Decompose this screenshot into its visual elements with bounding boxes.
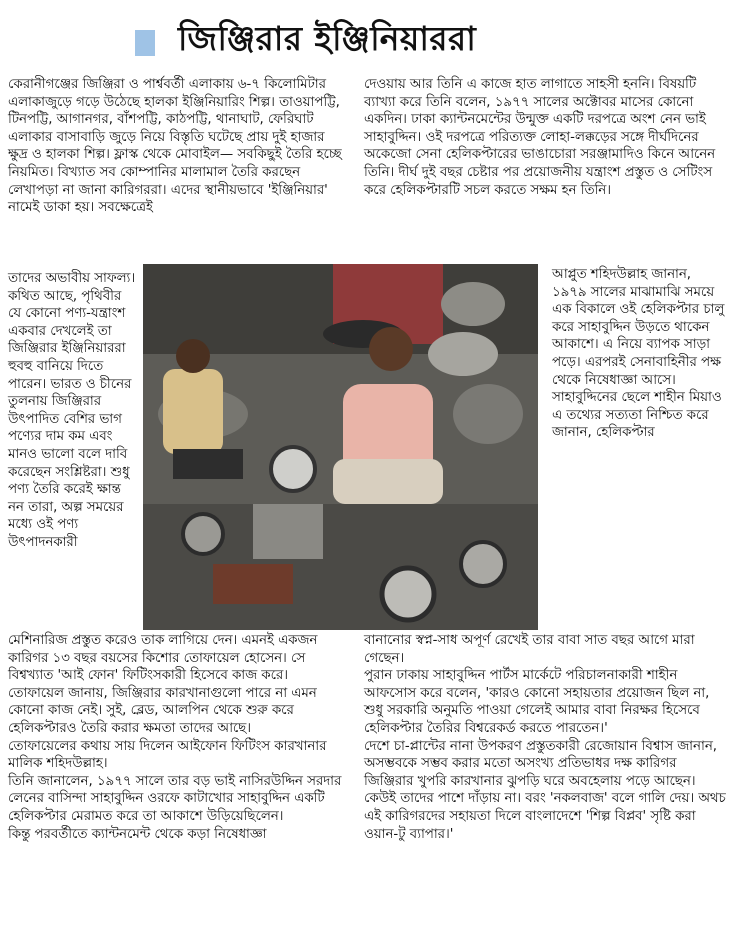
right-bottom-column [364, 632, 727, 843]
paragraph-right-bottom-2: পুরান ঢাকায় সাহাবুদ্দিন পার্টস মার্কেটে পরিচালনাকারী শাহীন আফসোস করে বলেন, 'কারও কোনো সহায়তার প্রয়োজন ছিল না, শুধু সরকারি অনুমতি পাওয়া গেলেই আমার বাবা নিরক্ষর হিসেবে হেলিকপ্টার তৈরির বিশ্বরেকর্ড করতে পারতেন।' [364, 668, 710, 736]
workshop-photo [143, 264, 538, 630]
paragraph-left-bottom-4: কিন্তু পরবর্তীতে ক্যান্টনমেন্ট থেকে কড়া নিষেধাজ্ঞা [8, 826, 267, 842]
paragraph-left-bottom-2: তোফায়েলের কথায় সায় দিলেন আইফোন ফিটিংস কারখানার মালিক শহিদউল্লাহ। [8, 738, 327, 772]
paragraph-left-bottom-3: তিনি জানালেন, ১৯৭৭ সালে তার বড় ভাই নাসিরউদ্দিন সরদার লেনের বাসিন্দা সাহাবুদ্দিন ওরফে কাটাখোর সাহাবুদ্দিন একটি হেলিকপ্টার মেরামত করে তা আকাশে উড়িয়েছিলেন। [8, 773, 342, 824]
paragraph-right-bottom: বানানোর স্বপ্ন-সাধ অপূর্ণ রেখেই তার বাবা সাত বছর আগে মারা গেছেন। [364, 633, 695, 666]
paragraph-right-top: দেওয়ায় আর তিনি এ কাজে হাত লাগাতে সাহসী হননি। বিষয়টি ব্যাখ্যা করে তিনি বলেন, ১৯৭৭ সালের অক্টোবর মাসের কোনো একদিন। ঢাকা ক্যান্টনমেন্টের উন্মুক্ত একটি দরপত্রে অংশ নেন ভাই সাহাবুদ্দিন। ওই দরপত্রে পরিত্যক্ত লোহা-লক্কড়ের সঙ্গে দীর্ঘদিনের অকেজো সেনা হেলিকপ্টারের ভাঙাচোরা সরঞ্জামাদিও কিনে আনেন তিনি। দীর্ঘ দুই বছর চেষ্টার পর প্রয়োজনীয় যন্ত্রাংশ প্রস্তুত ও সেটিংস করে হেলিকপ্টারটি সচল করতে সক্ষম হন তিনি। [364, 77, 716, 198]
headline: জিঞ্জিরার ইঞ্জিনিয়াররা [178, 19, 477, 58]
paragraph-left-bottom: মেশিনারিজ প্রস্তুত করেও তাক লাগিয়ে দেন। এমনই একজন কারিগর ১৩ বছর বয়সের কিশোর তোফায়েল হোসেন। সে বিশ্বখ্যাত 'আই ফোন' ফিটিংসকারী হিসেবে কাজ করে। তোফায়েল জানায়, জিঞ্জিরার কারখানাগুলো পারে না এমন কোনো কাজ নেই। সুই, ব্লেড, আলপিন থেকে শুরু করে হেলিকপ্টারও তৈরি করার ক্ষমতা তাদের আছে। [8, 633, 318, 736]
paragraph-left-narrow: তাদের অভাবীয় সাফল্য। কথিত আছে, পৃথিবীর যে কোনো পণ্য-যন্ত্রাংশ একবার দেখলেই তা জিঞ্জিরার ইঞ্জিনিয়াররা হুবহু বানিয়ে দিতে পারেন। ভারত ও চীনের তুলনায় জিঞ্জিরার উৎপাদিত বেশির ভাগ পণ্যের দাম কম এবং মানও ভালো বলে দাবি করেছেন সংশ্লিষ্টরা। শুধু পণ্য তৈরি করেই ক্ষান্ত নন তারা, অল্প সময়ের মধ্যে ওই পণ্য উৎপাদনকারী [8, 271, 136, 550]
left-bottom-column [8, 632, 348, 843]
headline-area [0, 0, 735, 70]
paragraph-right-bottom-3: দেশে চা-প্লান্টের নানা উপকরণ প্রস্তুতকারী রেজোয়ান বিশ্বাস জানান, অসম্ভবকে সম্ভব করার মতো অসংখ্য প্রতিভাধর দক্ষ কারিগর জিঞ্জিরার খুপরি কারখানার ঝুপড়ি ঘরে অবহেলায় পড়ে আছেন। কেউই তাদের পাশে দাঁড়ায় না। বরং 'নকলবাজ' বলে গালি দেয়। অথচ এই কারিগরদের সহায়তা দিলে বাংলাদেশে 'শিল্প বিপ্লব' সৃষ্টি করা ওয়ান-টু ব্যাপার।' [364, 738, 726, 842]
paragraph-left-top: কেরানীগঞ্জের জিঞ্জিরা ও পার্শ্ববর্তী এলাকায় ৬-৭ কিলোমিটার এলাকাজুড়ে গড়ে উঠেছে হালকা ইঞ্জিনিয়ারিং শিল্প। তাওয়াপট্টি, টিনপট্টি, আগানগর, বাঁশপট্টি, কাঠপট্টি, থানাঘাট, ফেরিঘাট এলাকার বাসাবাড়ি জুড়ে নিয়ে বিস্তৃতি ঘটেছে প্রায় দুই হাজার ক্ষুদ্র ও হালকা শিল্প। ফ্লাস্ক থেকে মোবাইল— সবকিছুই তৈরি হচ্ছে নিয়মিত। বিখ্যাত সব কোম্পানির মালামাল তৈরি করছেন লেখাপড়া না জানা কারিগররা। এদের স্থানীয়ভাবে 'ইঞ্জিনিয়ার' নামেই ডাকা হয়। সবক্ষেত্রেই [8, 77, 342, 216]
paragraph-right-narrow: আপ্লুত শহিদউল্লাহ জানান, ১৯৭৯ সালের মাঝামাঝি সময়ে এক বিকালে ওই হেলিকপ্টার চালু করে সাহাবুদ্দিন উড়তে থাকেন আকাশে। এ নিয়ে ব্যাপক সাড়া পড়ে। এরপরই সেনাবাহিনীর পক্ষ থেকে নিষেধাজ্ঞা আসে। সাহাবুদ্দিনের ছেলে শাহীন মিয়াও এ তথ্যের সত্যতা নিশ্চিত করে জানান, হেলিকপ্টার [552, 267, 725, 441]
headline-marker [135, 30, 155, 56]
workshop-photo-illustration [143, 264, 538, 630]
